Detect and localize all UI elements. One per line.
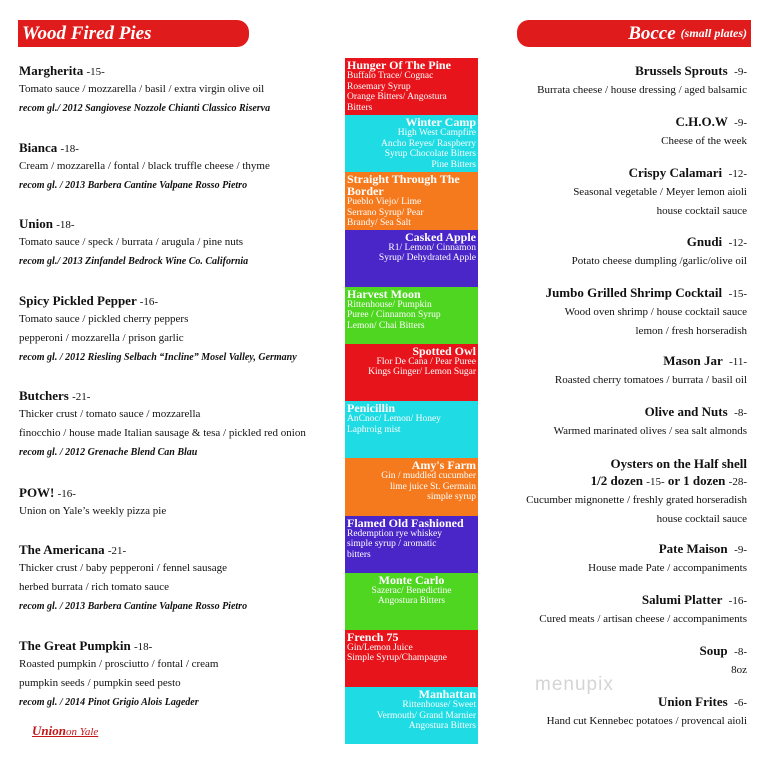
pie-price: -21- xyxy=(107,545,127,557)
header-subtitle: (small plates) xyxy=(680,26,747,40)
cocktail-column xyxy=(345,58,478,744)
cocktail-block xyxy=(345,344,478,401)
dish-description: house cocktail sauce xyxy=(656,205,747,217)
pie-ingredients: Thicker crust / baby pepperoni / fennel sausage xyxy=(19,562,228,574)
pie-item xyxy=(19,388,339,462)
cocktail-ingredient: Puree / Cinnamon Syrup xyxy=(347,310,441,321)
dish-price: -28- xyxy=(728,476,747,488)
dish-description: Seasonal vegetable / Meyer lemon aioli xyxy=(573,186,747,198)
cocktail-ingredient: Orange Bitters/ Angostura xyxy=(347,92,447,102)
dish-name: Soup xyxy=(699,643,728,658)
cocktail-ingredient: Flor De Cana / Pear Puree xyxy=(376,356,476,367)
pie-ingredients: Tomato sauce / speck / burrata / arugula / pine nuts xyxy=(19,236,244,248)
cocktail-ingredient: Rittenhouse/ Sweet xyxy=(402,700,476,711)
dish-price: -15- xyxy=(728,288,747,300)
wine-recommendation: recom gl./ 2013 Zinfandel Bedrock Wine Co. California xyxy=(19,256,249,267)
dish-price: -6- xyxy=(734,697,747,709)
dish-description: Potato cheese dumpling /garlic/olive oil xyxy=(571,255,747,267)
dish-portion-full: or 1 dozen xyxy=(667,473,726,488)
cocktail-title: Monte Carlo xyxy=(378,572,445,587)
dish-description: Warmed marinated olives / sea salt almonds xyxy=(553,425,747,437)
cocktail-block xyxy=(345,687,478,744)
cocktail-ingredient: Redemption rye whiskey xyxy=(347,528,442,539)
small-plate-item xyxy=(487,540,747,578)
section-header-wood-fired-pies xyxy=(18,20,249,47)
dish-price: -9- xyxy=(734,117,747,129)
dish-name: Salumi Platter xyxy=(641,592,723,607)
pie-item xyxy=(19,140,339,195)
dish-price: -16- xyxy=(728,595,747,607)
cocktail-block xyxy=(345,516,478,573)
dish-name: Mason Jar xyxy=(663,353,723,368)
cocktail-ingredient: bitters xyxy=(347,549,371,560)
small-plate-item xyxy=(487,352,747,390)
pie-price: -18- xyxy=(133,641,153,653)
pie-name: The Americana xyxy=(19,542,105,557)
logo-main: Union xyxy=(32,723,66,738)
pie-item xyxy=(19,293,339,367)
cocktail-block xyxy=(345,573,478,630)
pie-ingredients: Tomato sauce / mozzarella / basil / extra virgin olive oil xyxy=(19,83,265,95)
dish-description: Wood oven shrimp / house cocktail sauce xyxy=(564,306,747,318)
small-plate-item xyxy=(487,62,747,100)
pie-price: -15- xyxy=(86,66,105,78)
cocktail-block xyxy=(345,630,478,687)
pie-item xyxy=(19,542,339,616)
pie-ingredients: pumpkin seeds / pumpkin seed pesto xyxy=(19,677,181,689)
dish-name: Crispy Calamari xyxy=(628,165,723,180)
dish-description: 8oz xyxy=(731,664,747,676)
cocktail-title: Harvest Moon xyxy=(347,286,421,301)
dish-description: House made Pate / accompaniments xyxy=(588,562,747,574)
pie-name: The Great Pumpkin xyxy=(19,638,131,653)
pie-ingredients: Thicker crust / tomato sauce / mozzarella xyxy=(19,408,201,420)
section-header-bocce xyxy=(517,20,751,47)
small-plate-item xyxy=(487,693,747,731)
dish-name: Oysters on the Half shell xyxy=(610,456,747,471)
pie-price: -16- xyxy=(57,488,76,500)
pie-item xyxy=(19,638,339,712)
pie-ingredients: Tomato sauce / pickled cherry peppers xyxy=(19,313,189,325)
cocktail-ingredient: High West Campfire xyxy=(397,128,476,139)
dish-name: Brussels Sprouts xyxy=(635,63,728,78)
cocktail-title: Manhattan xyxy=(418,687,476,702)
dish-description: Burrata cheese / house dressing / aged balsamic xyxy=(537,84,747,96)
cocktail-title: Amy's Farm xyxy=(411,458,476,473)
pie-item xyxy=(19,216,339,271)
cocktail-ingredient: Brandy/ Sea Salt xyxy=(347,218,411,229)
cocktail-ingredient: AnCnoc/ Lemon/ Honey xyxy=(347,414,441,425)
dish-name: Union Frites xyxy=(657,694,728,709)
cocktail-ingredient: Lemon/ Chai Bitters xyxy=(347,320,425,331)
cocktail-ingredient: Sazerac/ Benedictine xyxy=(371,585,452,596)
pie-ingredients: Roasted pumpkin / prosciutto / fontal / cream xyxy=(19,658,219,670)
cocktail-ingredient: Rittenhouse/ Pumpkin xyxy=(347,299,432,310)
cocktail-ingredient: Pine Bitters xyxy=(431,159,476,170)
small-plate-item xyxy=(487,164,747,221)
pie-ingredients: Union on Yale’s weekly pizza pie xyxy=(19,505,167,517)
dish-description: Hand cut Kennebec potatoes / provencal aioli xyxy=(546,715,747,727)
small-plate-item xyxy=(487,284,747,341)
pie-price: -18- xyxy=(56,219,75,231)
dish-price: -8- xyxy=(734,646,747,658)
cocktail-block xyxy=(345,230,478,287)
dish-price: -9- xyxy=(734,66,747,78)
wine-recommendation: recom gl. / 2013 Barbera Cantine Valpane Rosso Pietro xyxy=(19,601,248,612)
cocktail-ingredient: Angostura Bitters xyxy=(408,721,476,732)
pie-price: -16- xyxy=(139,296,159,308)
cocktail-ingredient: lime juice St. Germain xyxy=(389,481,476,492)
cocktail-title: French 75 xyxy=(347,629,399,644)
cocktail-ingredient: Syrup/ Dehydrated Apple xyxy=(378,253,476,264)
pie-ingredients: finocchio / house made Italian sausage & tesa / pickled red onion xyxy=(19,427,306,439)
dish-price: -11- xyxy=(729,356,747,368)
dish-price: -12- xyxy=(728,237,747,249)
cocktail-block xyxy=(345,287,478,344)
cocktail-block xyxy=(345,115,478,172)
pie-ingredients: Cream / mozzarella / fontal / black truffle cheese / thyme xyxy=(19,160,270,172)
wine-recommendation: recom gl. / 2012 Grenache Blend Can Blau xyxy=(19,447,198,458)
cocktail-block xyxy=(345,58,478,115)
cocktail-title: Penicillin xyxy=(347,401,395,416)
dish-description: house cocktail sauce xyxy=(656,513,747,525)
dish-name: Pate Maison xyxy=(658,541,728,556)
dish-description: Cured meats / artisan cheese / accompaniments xyxy=(539,613,747,625)
dish-description: Cucumber mignonette / freshly grated horseradish xyxy=(526,494,747,506)
cocktail-ingredient: Syrup Chocolate Bitters xyxy=(384,149,476,160)
header-title: Wood Fired Pies xyxy=(22,22,152,44)
dish-price: -9- xyxy=(734,544,747,556)
dish-name: Gnudi xyxy=(686,234,723,249)
logo-rest: on Yale xyxy=(65,726,99,738)
dish-description: Roasted cherry tomatoes / burrata / basil oil xyxy=(554,374,747,386)
dish-price: -12- xyxy=(728,168,747,180)
pie-price: -18- xyxy=(60,143,79,155)
cocktail-ingredient: Kings Ginger/ Lemon Sugar xyxy=(368,367,476,378)
cocktail-ingredient: Laphroig mist xyxy=(347,424,401,435)
dish-name: Jumbo Grilled Shrimp Cocktail xyxy=(545,285,723,300)
small-plate-item xyxy=(487,233,747,271)
cocktail-ingredient: Pueblo Viejo/ Lime xyxy=(347,197,422,208)
cocktail-title: Casked Apple xyxy=(404,229,476,244)
small-plate-item xyxy=(487,591,747,629)
small-plate-item xyxy=(487,642,747,680)
cocktail-title: Hunger Of The Pine xyxy=(347,58,451,72)
dish-name: C.H.O.W xyxy=(675,114,728,129)
pie-name: Bianca xyxy=(19,140,58,155)
cocktail-title: Flamed Old Fashioned xyxy=(347,515,464,530)
cocktail-block xyxy=(345,458,478,515)
wine-recommendation: recom gl./ 2012 Sangiovese Nozzole Chianti Classico Riserva xyxy=(19,103,271,114)
pie-name: POW! xyxy=(19,485,55,500)
pie-name: Butchers xyxy=(19,388,69,403)
dish-name: Olive and Nuts xyxy=(644,404,728,419)
pie-name: Margherita xyxy=(19,63,84,78)
dish-description: Cheese of the week xyxy=(661,135,747,147)
cocktail-ingredient: R1/ Lemon/ Cinnamon xyxy=(388,242,476,253)
cocktail-title: Winter Camp xyxy=(405,115,476,130)
cocktail-title: Straight Through The Border xyxy=(347,172,460,199)
cocktail-ingredient: Bitters xyxy=(347,102,373,113)
cocktail-title: Spotted Owl xyxy=(412,343,476,358)
dish-portion-half: 1/2 dozen xyxy=(590,473,644,488)
cocktail-ingredient: Vermouth/ Grand Marnier xyxy=(376,710,476,721)
cocktail-ingredient: Gin / muddled cucumber xyxy=(381,471,476,482)
cocktail-block xyxy=(345,172,478,229)
cocktail-ingredient: Rosemary Syrup xyxy=(347,81,411,92)
cocktail-ingredient: simple syrup / aromatic xyxy=(347,539,437,549)
pie-item xyxy=(19,485,339,521)
header-title: Bocce xyxy=(628,22,676,44)
cocktail-ingredient: Serrano Syrup/ Pear xyxy=(347,207,424,218)
pie-name: Union xyxy=(19,216,53,231)
wine-recommendation: recom gl. / 2014 Pinot Grigio Alois Lageder xyxy=(19,697,199,708)
pie-price: -21- xyxy=(72,391,91,403)
pie-item xyxy=(19,63,339,118)
wine-recommendation: recom gl. / 2013 Barbera Cantine Valpane Rosso Pietro xyxy=(19,180,248,191)
cocktail-block xyxy=(345,401,478,458)
dish-price: -15- xyxy=(646,476,665,488)
pie-ingredients: pepperoni / mozzarella / prison garlic xyxy=(19,332,184,344)
small-plate-item xyxy=(487,455,747,529)
cocktail-ingredient: Ancho Reyes/ Raspberry xyxy=(381,138,476,149)
cocktail-ingredient: Simple Syrup/Champagne xyxy=(347,653,448,664)
dish-price: -8- xyxy=(734,407,747,419)
dish-description: lemon / fresh horseradish xyxy=(635,325,747,337)
cocktail-ingredient: Angostura Bitters xyxy=(377,596,446,607)
cocktail-ingredient: Gin/Lemon Juice xyxy=(347,642,413,653)
cocktail-ingredient: simple syrup xyxy=(427,492,476,503)
small-plate-item xyxy=(487,113,747,151)
small-plate-item xyxy=(487,403,747,441)
pie-name: Spicy Pickled Pepper xyxy=(19,293,137,308)
pie-ingredients: herbed burrata / rich tomato sauce xyxy=(19,581,169,593)
cocktail-ingredient: Buffalo Trace/ Cognac xyxy=(347,71,434,81)
restaurant-logo xyxy=(32,723,98,739)
watermark: menupix xyxy=(535,674,614,695)
wine-recommendation: recom gl. / 2012 Riesling Selbach “Incline” Mosel Valley, Germany xyxy=(19,352,297,363)
